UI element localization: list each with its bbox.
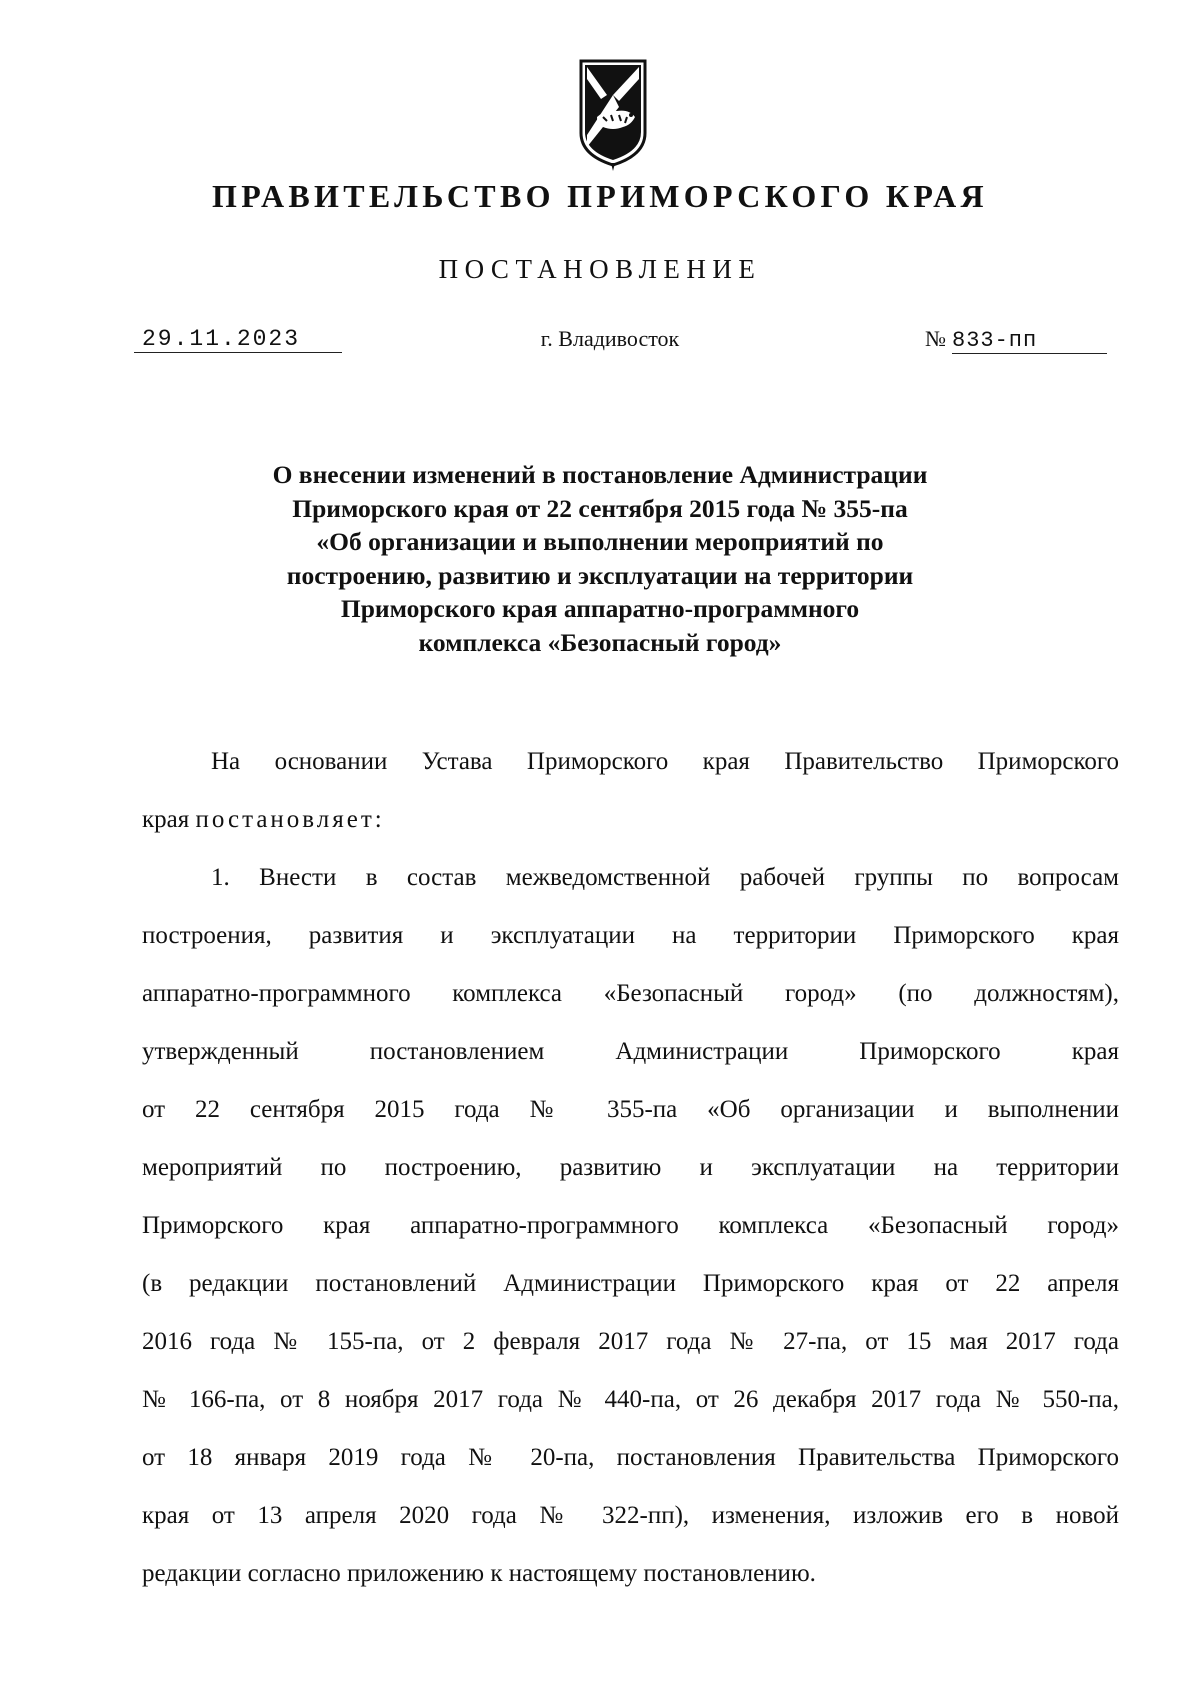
heading-line: О внесении изменений в постановление Администрации bbox=[272, 460, 928, 489]
document-body bbox=[142, 733, 1119, 1603]
document-date: 29.11.2023 bbox=[134, 326, 342, 353]
heading-line: Приморского края от 22 сентября 2015 года № 355-па bbox=[292, 493, 908, 523]
heading-line: построению, развитию и эксплуатации на территории bbox=[286, 560, 914, 590]
body-line: аппаратно-программного комплекса «Безопасный город» (по должностям), bbox=[142, 980, 1119, 1007]
body-line: № 166-па, от 8 ноября 2017 года № 440-па, от 26 декабря 2017 года № 550-па, bbox=[142, 1386, 1119, 1413]
resolves-word: постановляет: bbox=[195, 806, 385, 833]
body-line: (в редакции постановлений Администрации Приморского края от 22 апреля bbox=[142, 1270, 1119, 1297]
coat-of-arms-icon bbox=[573, 55, 653, 175]
body-line: 2016 года № 155-па, от 2 февраля 2017 года № 27-па, от 15 мая 2017 года bbox=[142, 1328, 1119, 1355]
body-line: 1. Внести в состав межведомственной рабочей группы по вопросам bbox=[211, 864, 1119, 891]
body-line: построения, развития и эксплуатации на территории Приморского края bbox=[142, 922, 1119, 949]
body-line: утвержденный постановлением Администрации Приморского края bbox=[142, 1038, 1119, 1065]
number-sign: № bbox=[925, 326, 946, 351]
body-line: редакции согласно приложению к настоящему постановлению. bbox=[142, 1560, 816, 1587]
body-line: На основании Устава Приморского края Правительство Приморского bbox=[211, 748, 1119, 775]
government-title: ПРАВИТЕЛЬСТВО ПРИМОРСКОГО КРАЯ bbox=[212, 178, 988, 214]
body-line: мероприятий по построению, развитию и эксплуатации на территории bbox=[142, 1154, 1119, 1181]
document-type: ПОСТАНОВЛЕНИЕ bbox=[438, 254, 762, 284]
heading-line: Приморского края аппаратно-программного bbox=[340, 594, 860, 623]
body-line: от 18 января 2019 года № 20-па, постановления Правительства Приморского bbox=[142, 1444, 1119, 1471]
heading-line: комплекса «Безопасный город» bbox=[418, 627, 782, 657]
document-heading bbox=[200, 458, 1000, 659]
document-number: 833-пп bbox=[952, 328, 1107, 354]
heading-line: «Об организации и выполнении мероприятий по bbox=[316, 527, 884, 556]
body-line: от 22 сентября 2015 года № 355-па «Об организации и выполнении bbox=[142, 1096, 1119, 1123]
body-line: края от 13 апреля 2020 года № 322-пп), изменения, изложив его в новой bbox=[142, 1502, 1119, 1529]
body-line: Приморского края аппаратно-программного комплекса «Безопасный город» bbox=[142, 1212, 1119, 1239]
body-text: края bbox=[142, 806, 190, 833]
body-line bbox=[142, 791, 1119, 849]
document-city: г. Владивосток bbox=[540, 326, 680, 351]
document-number-block bbox=[925, 326, 1107, 354]
